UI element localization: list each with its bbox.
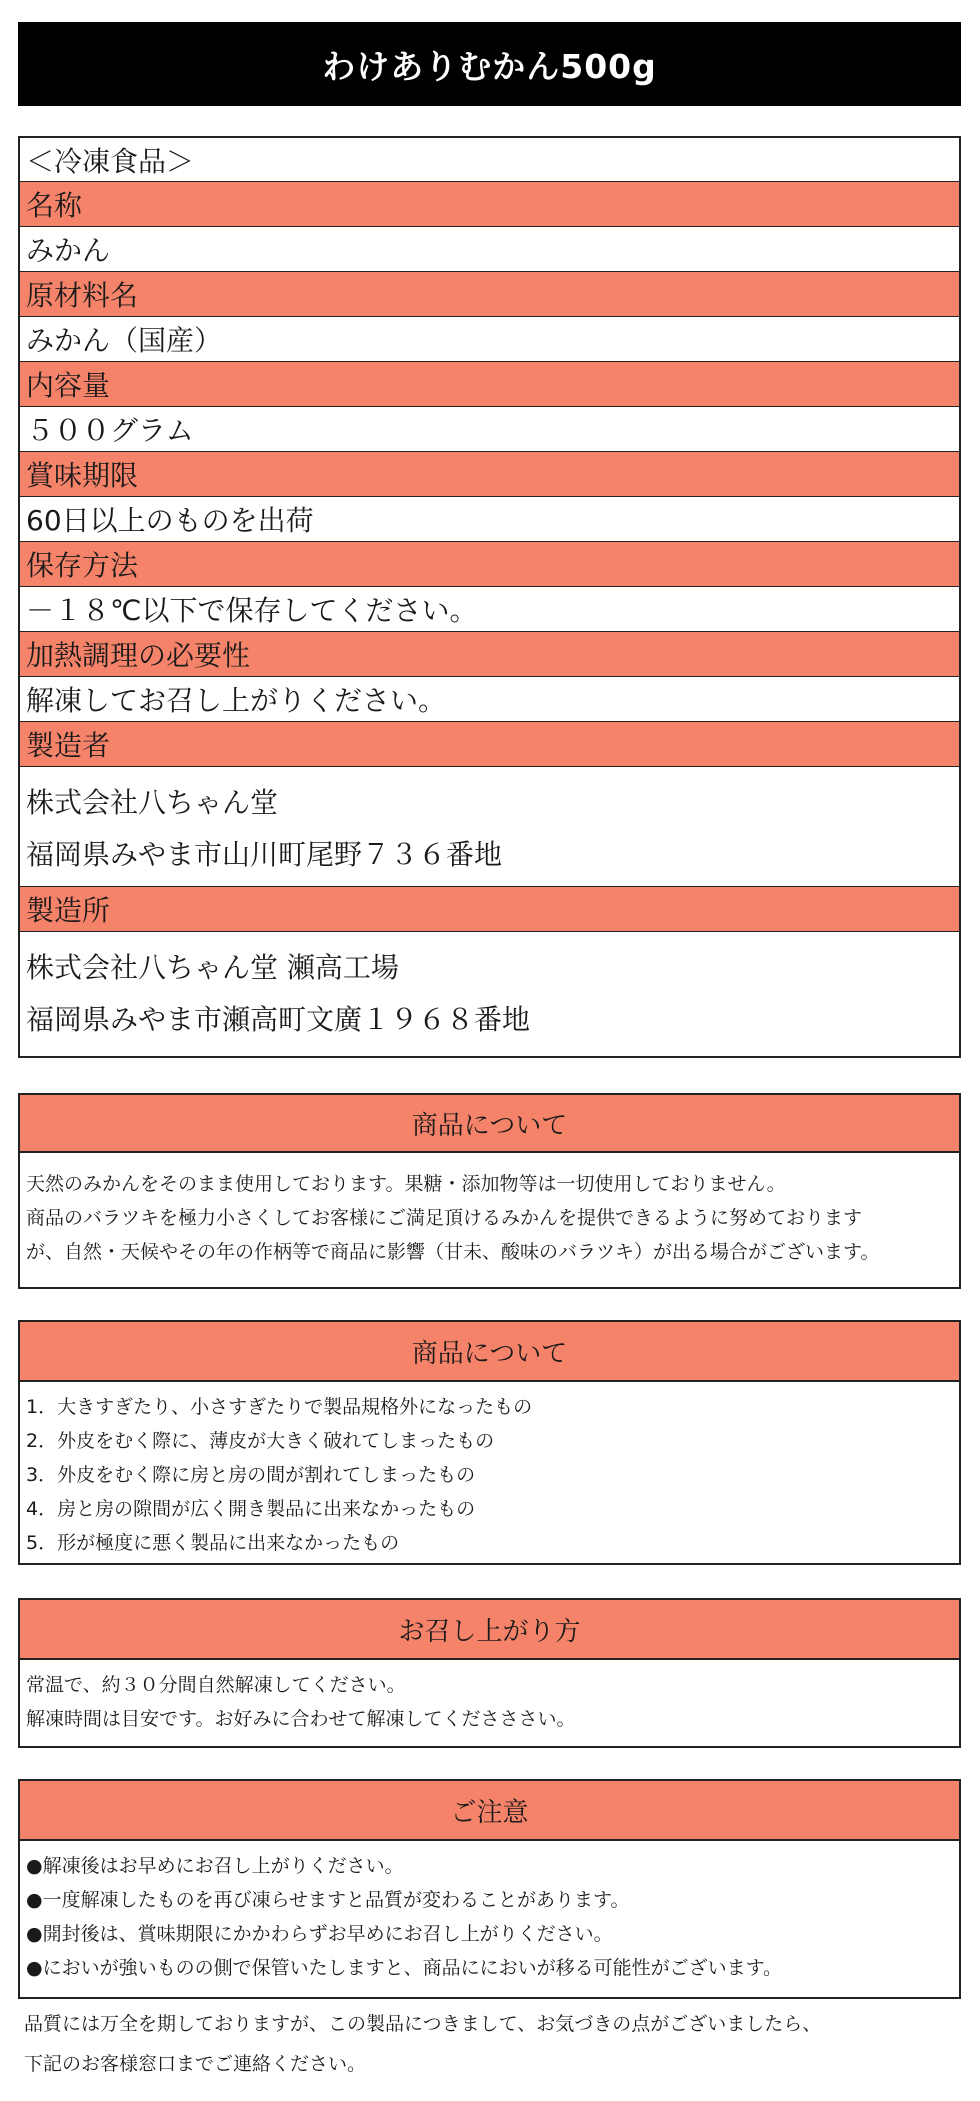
howto-box <box>18 1598 961 1748</box>
content-value: ５００グラム <box>20 407 959 452</box>
product-info-box-2 <box>18 1320 961 1565</box>
caution-line: ●解凍後はお早めにお召し上がりください。 <box>26 1855 404 1877</box>
caution-box <box>18 1779 961 1999</box>
product-info-line: 天然のみかんをそのまま使用しております。果糖・添加物等は一切使用しておりません。 <box>26 1173 786 1195</box>
defect-item: 3．外皮をむく際に房と房の間が割れてしまったもの <box>26 1464 476 1486</box>
spec-table <box>18 136 961 1058</box>
product-info-body-2 <box>20 1382 959 1568</box>
product-info-body-1 <box>20 1153 959 1277</box>
caution-line: ●一度解凍したものを再び凍らせますと品質が変わることがあります。 <box>26 1889 630 1911</box>
product-info-heading-1: 商品について <box>20 1095 959 1153</box>
product-info-heading-2: 商品について <box>20 1322 959 1382</box>
defect-item: 5．形が極度に悪く製品に出来なかったもの <box>26 1532 400 1554</box>
howto-heading: お召し上がり方 <box>20 1600 959 1660</box>
maker-company: 株式会社八ちゃん堂 <box>26 785 279 819</box>
name-label: 名称 <box>20 182 959 227</box>
expiry-value: 60日以上のものを出荷 <box>20 497 959 542</box>
caution-body <box>20 1841 959 1993</box>
heating-value: 解凍してお召し上がりください。 <box>20 677 959 722</box>
heating-label: 加熱調理の必要性 <box>20 632 959 677</box>
factory-address: 福岡県みやま市瀬高町文廣１９６８番地 <box>26 1003 531 1036</box>
footer-note <box>24 2004 954 2084</box>
storage-value: －１８℃以下で保存してください。 <box>20 587 959 632</box>
page-title: わけありむかん500g <box>18 22 961 106</box>
caution-line: ●開封後は、賞味期限にかかわらずお早めにお召し上がりください。 <box>26 1923 613 1945</box>
storage-label: 保存方法 <box>20 542 959 587</box>
factory-value <box>20 932 959 1052</box>
product-info-line: 商品のバラツキを極力小さくしてお客様にご満足頂けるみかんを提供できるように努めております <box>26 1207 863 1229</box>
maker-value <box>20 767 959 887</box>
defect-item: 1．大きすぎたり、小さすぎたりで製品規格外になったもの <box>26 1396 533 1418</box>
expiry-label: 賞味期限 <box>20 452 959 497</box>
footer-line: 下記のお客様窓口までご連絡ください。 <box>24 2053 367 2075</box>
defect-item: 2．外皮をむく際に、薄皮が大きく破れてしまったもの <box>26 1430 495 1452</box>
defect-item: 4．房と房の隙間が広く開き製品に出来なかったもの <box>26 1498 476 1520</box>
footer-line: 品質には万全を期しておりますが、この製品につきまして、お気づきの点がございましたら、 <box>24 2013 822 2035</box>
howto-line: 解凍時間は目安です。お好みに合わせて解凍してくださささい。 <box>26 1708 576 1730</box>
howto-body <box>20 1660 959 1744</box>
product-info-box-1 <box>18 1093 961 1289</box>
product-info-line: が、自然・天候やその年の作柄等で商品に影響（甘未、酸味のバラツキ）が出る場合がございます。 <box>26 1241 880 1263</box>
factory-label: 製造所 <box>20 887 959 932</box>
factory-company: 株式会社八ちゃん堂 瀬高工場 <box>26 951 399 984</box>
caution-line: ●においが強いものの側で保管いたしますと、商品ににおいが移る可能性がございます。 <box>26 1957 783 1979</box>
howto-line: 常温で、約３０分間自然解凍してください。 <box>26 1674 406 1696</box>
caution-heading: ご注意 <box>20 1781 959 1841</box>
frozen-label: ＜冷凍食品＞ <box>20 138 959 182</box>
name-value: みかん <box>20 227 959 272</box>
maker-label: 製造者 <box>20 722 959 767</box>
maker-address: 福岡県みやま市山川町尾野７３６番地 <box>26 837 503 871</box>
ingredients-value: みかん（国産） <box>20 317 959 362</box>
ingredients-label: 原材料名 <box>20 272 959 317</box>
content-label: 内容量 <box>20 362 959 407</box>
